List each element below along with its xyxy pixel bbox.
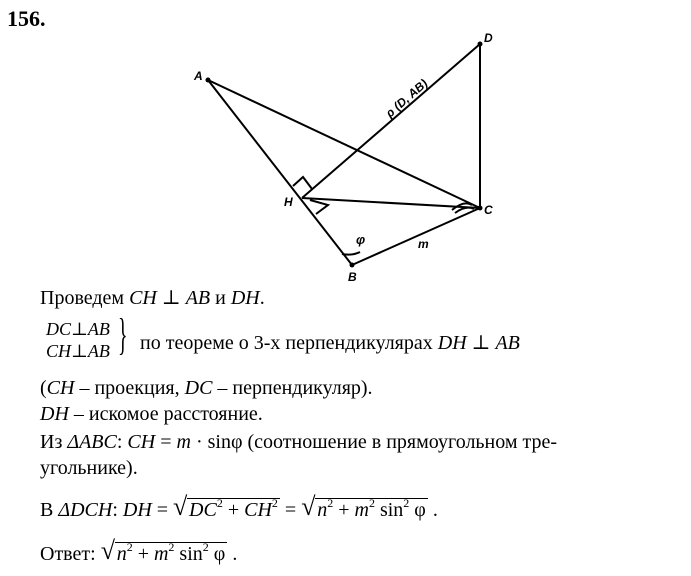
point-B	[350, 263, 355, 268]
system-row-2: CH⊥AB	[46, 341, 110, 361]
solution-line-6: угольнике).	[40, 457, 138, 479]
solution-line-7: В ΔDCH: DH = √ $DC^2 + CH^2$ = √ $n^2 + m^2$ $\sin^2 \varphi$ .	[40, 496, 438, 522]
angle-label-phi: φ	[356, 232, 366, 247]
segment-HD	[302, 44, 480, 198]
perpendicular-system	[46, 318, 110, 362]
point-A	[206, 78, 211, 83]
system-brace: }	[118, 310, 128, 359]
theorem-text: по теореме о 3-х перпендикулярах DH ⊥ AB	[140, 332, 520, 354]
point-D	[478, 42, 483, 47]
label-A: A	[194, 69, 203, 83]
point-C	[478, 206, 483, 211]
answer-line: Ответ: √ $n^2 + m^2$ $\sin^2 \varphi$ .	[40, 540, 237, 566]
radical-1: √ $DC^2 + CH^2$	[173, 496, 280, 522]
problem-number: 156.	[7, 6, 46, 31]
label-B: B	[348, 270, 357, 284]
angle-arc-B	[342, 252, 360, 255]
solution-line-5: Из ΔABC: CH = m · sinφ (соотношение в прямоугольном тре-	[40, 431, 558, 453]
side-label-m: m	[418, 237, 429, 251]
segment-HC	[302, 198, 480, 208]
segment-BC	[352, 208, 480, 265]
label-D: D	[484, 31, 493, 45]
segment-AC	[208, 80, 480, 208]
label-H: H	[284, 195, 293, 209]
system-row-1: DC⊥AB	[46, 319, 110, 339]
solution-line-1: Проведем CH ⊥ AB и DH.	[40, 287, 265, 309]
answer-radical: √ $n^2 + m^2$ $\sin^2 \varphi$	[101, 540, 228, 566]
right-angle-mark-H-D	[293, 177, 312, 189]
radical-2: √ $n^2 + m^2$ $\sin^2 \varphi$	[301, 496, 428, 522]
solution-line-3: (CH – проекция, DC – перпендикуляр).	[40, 377, 373, 399]
solution-line-4: DH – искомое расстояние.	[40, 403, 263, 425]
label-C: C	[484, 203, 493, 217]
right-angle-mark-H-C	[310, 200, 328, 214]
edge-label-DH: ρ (D, AB)	[382, 76, 431, 121]
